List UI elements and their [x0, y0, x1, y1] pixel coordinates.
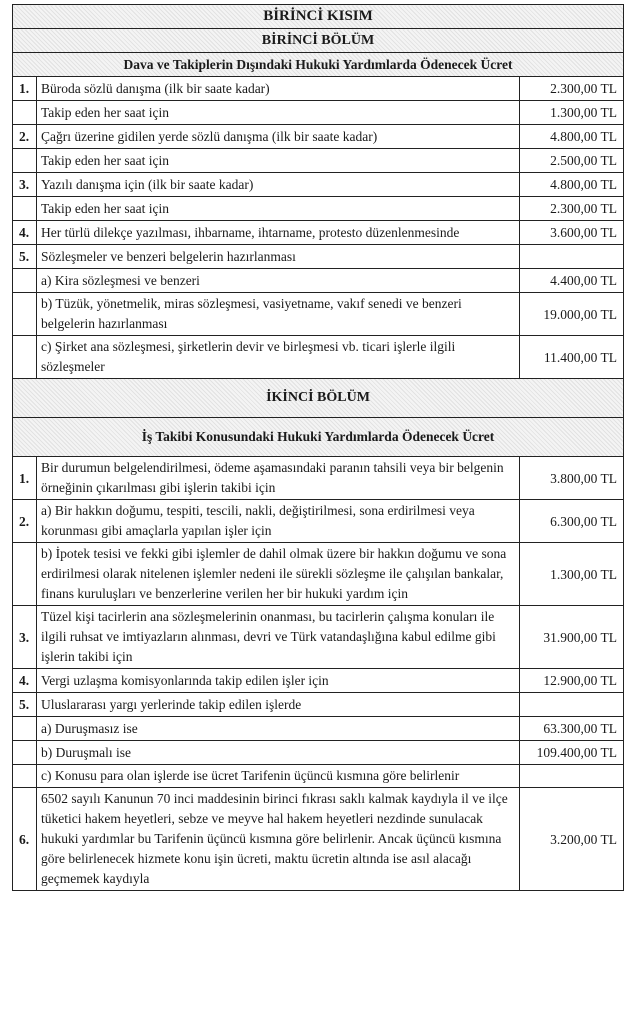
row-amount: 2.500,00 TL [519, 149, 623, 173]
row-amount: 4.800,00 TL [519, 125, 623, 149]
row-number [13, 543, 37, 606]
row-description: 6502 sayılı Kanunun 70 inci maddesinin birinci fıkrası saklı kalmak kaydıyla il ve ilçe tüketici hakem heyetleri, sebze ve meyve hal hakem heyetleri nezdinde sunulacak hukuki yardımlar bu Tarifenin üçüncü kısmına göre belirlenir. Ancak üçüncü kısmına göre belirlenecek hizmete konu işin ücreti, maktu ücretin altında ise asıl alacağı geçmemek kaydıyla [37, 788, 520, 891]
row-description: b) Tüzük, yönetmelik, miras sözleşmesi, vasiyetname, vakıf senedi ve benzeri belgelerin hazırlanması [37, 293, 520, 336]
row-number: 1. [13, 77, 37, 101]
row-amount: 3.200,00 TL [519, 788, 623, 891]
row-number [13, 197, 37, 221]
fee-row [13, 221, 624, 245]
fee-row [13, 741, 624, 765]
row-description: Takip eden her saat için [37, 197, 520, 221]
fee-row [13, 500, 624, 543]
row-amount: 109.400,00 TL [519, 741, 623, 765]
fee-row [13, 336, 624, 379]
section2-title-row [13, 379, 624, 418]
fee-row [13, 765, 624, 788]
row-number: 3. [13, 606, 37, 669]
row-number: 6. [13, 788, 37, 891]
fee-row [13, 717, 624, 741]
row-number: 4. [13, 221, 37, 245]
fee-row [13, 125, 624, 149]
row-amount: 19.000,00 TL [519, 293, 623, 336]
row-amount: 3.600,00 TL [519, 221, 623, 245]
row-description: Tüzel kişi tacirlerin ana sözleşmelerinin onanması, bu tacirlerin çalışma konuları ile ilgili ruhsat ve imtiyazların alınması, devri ve Türk vatandaşlığına kabul edilme gibi işlerin takibi için [37, 606, 520, 669]
fee-row [13, 101, 624, 125]
row-description: Takip eden her saat için [37, 101, 520, 125]
row-amount: 1.300,00 TL [519, 101, 623, 125]
row-description: b) İpotek tesisi ve fekki gibi işlemler de dahil olmak üzere bir hakkın doğumu ve sona erdirilmesi olarak nitelenen işlemler nedeni ile sürekli sözleşme ile çalışılan bankalar, finans kuruluşları ve benzerlerine verilen her bir hukuki yardım için [37, 543, 520, 606]
row-number: 2. [13, 500, 37, 543]
row-amount: 12.900,00 TL [519, 669, 623, 693]
row-amount: 6.300,00 TL [519, 500, 623, 543]
row-number: 4. [13, 669, 37, 693]
row-number: 1. [13, 457, 37, 500]
row-amount: 1.300,00 TL [519, 543, 623, 606]
section1-subtitle-row [13, 53, 624, 77]
row-description: Vergi uzlaşma komisyonlarında takip edilen işler için [37, 669, 520, 693]
fee-row [13, 788, 624, 891]
fee-row [13, 149, 624, 173]
row-description: b) Duruşmalı ise [37, 741, 520, 765]
row-amount [519, 765, 623, 788]
row-description: a) Duruşmasız ise [37, 717, 520, 741]
part-title-row [13, 5, 624, 29]
row-amount: 63.300,00 TL [519, 717, 623, 741]
row-amount: 4.800,00 TL [519, 173, 623, 197]
row-number [13, 293, 37, 336]
fee-tariff-table [12, 4, 624, 891]
row-number [13, 765, 37, 788]
section2-rows [13, 457, 624, 891]
row-number [13, 101, 37, 125]
row-description: Yazılı danışma için (ilk bir saate kadar) [37, 173, 520, 197]
row-number: 2. [13, 125, 37, 149]
fee-row [13, 245, 624, 269]
row-description: c) Konusu para olan işlerde ise ücret Tarifenin üçüncü kısmına göre belirlenir [37, 765, 520, 788]
row-description: Her türlü dilekçe yazılması, ihbarname, ihtarname, protesto düzenlenmesinde [37, 221, 520, 245]
row-amount [519, 693, 623, 717]
section1-subtitle: Dava ve Takiplerin Dışındaki Hukuki Yardımlarda Ödenecek Ücret [13, 53, 624, 77]
fee-row [13, 606, 624, 669]
fee-row [13, 293, 624, 336]
fee-row [13, 173, 624, 197]
row-description: Uluslararası yargı yerlerinde takip edilen işlerde [37, 693, 520, 717]
row-description: Büroda sözlü danışma (ilk bir saate kadar) [37, 77, 520, 101]
row-description: Çağrı üzerine gidilen yerde sözlü danışma (ilk bir saate kadar) [37, 125, 520, 149]
fee-row [13, 77, 624, 101]
fee-row [13, 197, 624, 221]
row-amount: 31.900,00 TL [519, 606, 623, 669]
fee-row [13, 669, 624, 693]
section2-subtitle: İş Takibi Konusundaki Hukuki Yardımlarda Ödenecek Ücret [13, 418, 624, 457]
section2-title: İKİNCİ BÖLÜM [13, 379, 624, 418]
row-description: Sözleşmeler ve benzeri belgelerin hazırlanması [37, 245, 520, 269]
row-number: 3. [13, 173, 37, 197]
row-description: c) Şirket ana sözleşmesi, şirketlerin devir ve birleşmesi vb. ticari işlerle ilgili sözleşmeler [37, 336, 520, 379]
row-number [13, 717, 37, 741]
row-description: Bir durumun belgelendirilmesi, ödeme aşamasındaki paranın tahsili veya bir belgenin örneğinin çıkarılması gibi işlerin takibi için [37, 457, 520, 500]
row-amount [519, 245, 623, 269]
section2-subtitle-row [13, 418, 624, 457]
fee-row [13, 693, 624, 717]
part-title: BİRİNCİ KISIM [13, 5, 624, 29]
row-amount: 2.300,00 TL [519, 77, 623, 101]
row-amount: 3.800,00 TL [519, 457, 623, 500]
row-number: 5. [13, 693, 37, 717]
row-number [13, 336, 37, 379]
row-description: Takip eden her saat için [37, 149, 520, 173]
fee-tariff-document [12, 4, 624, 891]
row-number [13, 149, 37, 173]
row-amount: 4.400,00 TL [519, 269, 623, 293]
section1-rows [13, 77, 624, 379]
row-number [13, 741, 37, 765]
row-number [13, 269, 37, 293]
row-amount: 2.300,00 TL [519, 197, 623, 221]
row-amount: 11.400,00 TL [519, 336, 623, 379]
section1-title: BİRİNCİ BÖLÜM [13, 29, 624, 53]
row-description: a) Bir hakkın doğumu, tespiti, tescili, nakli, değiştirilmesi, sona erdirilmesi veya korunması gibi amaçlarla yapılan işler için [37, 500, 520, 543]
row-description: a) Kira sözleşmesi ve benzeri [37, 269, 520, 293]
row-number: 5. [13, 245, 37, 269]
section1-title-row [13, 29, 624, 53]
fee-row [13, 543, 624, 606]
fee-row [13, 457, 624, 500]
fee-row [13, 269, 624, 293]
